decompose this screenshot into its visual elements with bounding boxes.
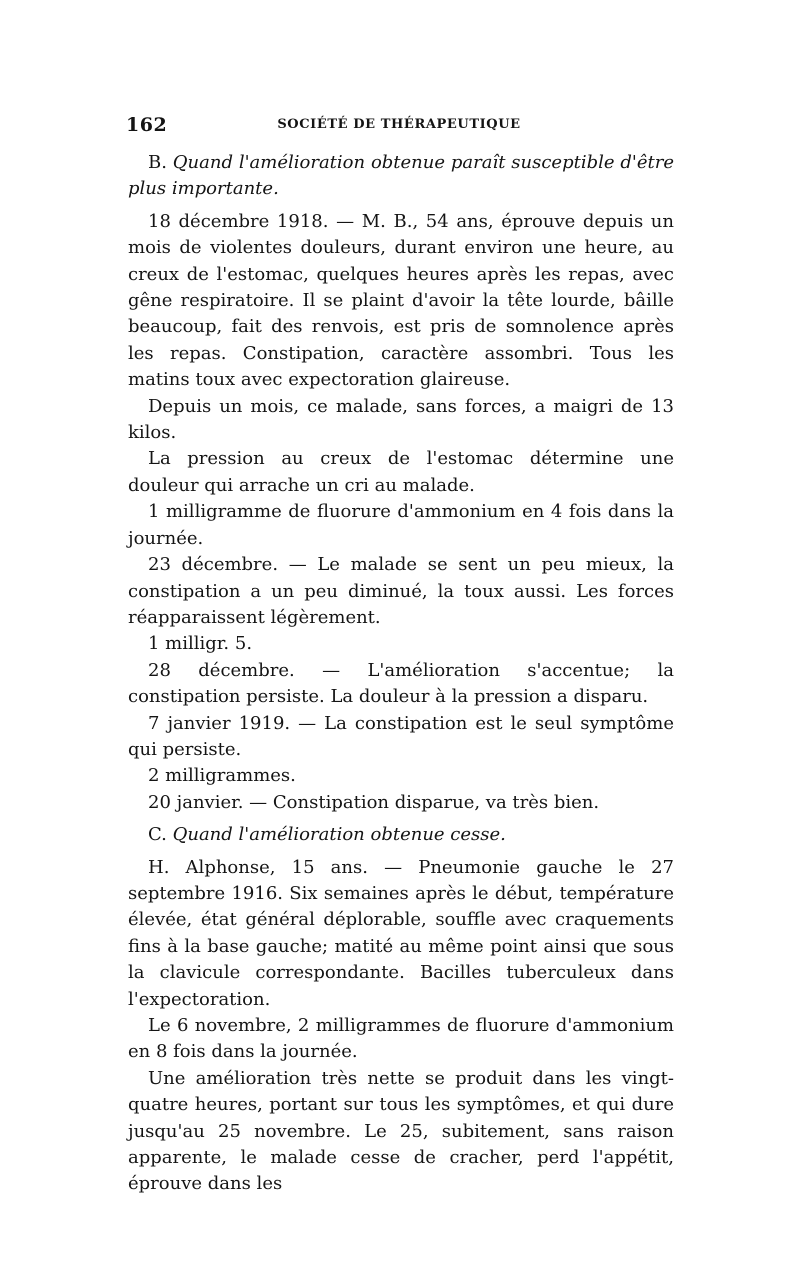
paragraph: Depuis un mois, ce malade, sans forces, a maigri de 13 kilos. [128, 395, 674, 444]
paragraph: H. Alphonse, 15 ans. — Pneumonie gauche le 27 septembre 1916. Six semaines après le début, température élevée, état général déplorable, souffle avec craquements fins à la base gauche; matité au même point ainsi que sous la clavicule correspondante. Bacilles tuberculeux dans l'expectoration. [128, 856, 674, 1010]
body-text [128, 150, 674, 1198]
paragraph: 1 milligramme de fluorure d'ammonium en 4 fois dans la journée. [128, 501, 674, 549]
section-title: Quand l'amélioration obtenue paraît susceptible d'être plus importante. [128, 152, 674, 200]
section-letter: B. [148, 152, 167, 173]
paragraph: 28 décembre. — L'amélioration s'accentue; la constipation persiste. La douleur à la pression a disparu. [128, 659, 674, 708]
paragraph: Le 6 novembre, 2 milligrammes de fluorure d'ammonium en 8 fois dans la journée. [128, 1015, 674, 1063]
running-head [126, 111, 672, 139]
paragraph: 2 milligrammes. [148, 765, 296, 787]
paragraph: 7 janvier 1919. — La constipation est le seul symptôme qui persiste. [128, 712, 674, 760]
paragraph: Une amélioration très nette se produit dans les vingt-quatre heures, portant sur tous les symptômes, et qui dure jusqu'au 25 novembre. Le 25, subitement, sans raison apparente, le malade cesse de cracher, perd l'appétit, éprouve dans les [128, 1067, 674, 1195]
section-letter: C. [148, 824, 167, 846]
paragraph: La pression au creux de l'estomac détermine une douleur qui arrache un cri au malade. [128, 448, 674, 496]
paragraph: 18 décembre 1918. — M. B., 54 ans, éprouve depuis un mois de violentes douleurs, durant environ une heure, au creux de l'estomac, quelques heures après les repas, avec gêne respiratoire. Il se plaint d'avoir la tête lourde, bâille beaucoup, fait des renvois, est pris de somnolence après les repas. Constipation, caractère assombri. Tous les matins toux avec expectoration glaireuse. [128, 210, 674, 391]
paragraph: 23 décembre. — Le malade se sent un peu mieux, la constipation a un peu diminué, la toux aussi. Les forces réapparaissent légèrement. [128, 554, 674, 628]
page-number: 162 [126, 114, 168, 136]
section-heading-b [128, 150, 674, 203]
section-heading-c [128, 822, 674, 848]
section-title: Quand l'amélioration obtenue cesse. [172, 824, 506, 846]
paragraph: 20 janvier. — Constipation disparue, va très bien. [148, 791, 600, 813]
paragraph: 1 milligr. 5. [148, 633, 253, 655]
journal-title: SOCIÉTÉ DE THÉRAPEUTIQUE [277, 117, 521, 132]
